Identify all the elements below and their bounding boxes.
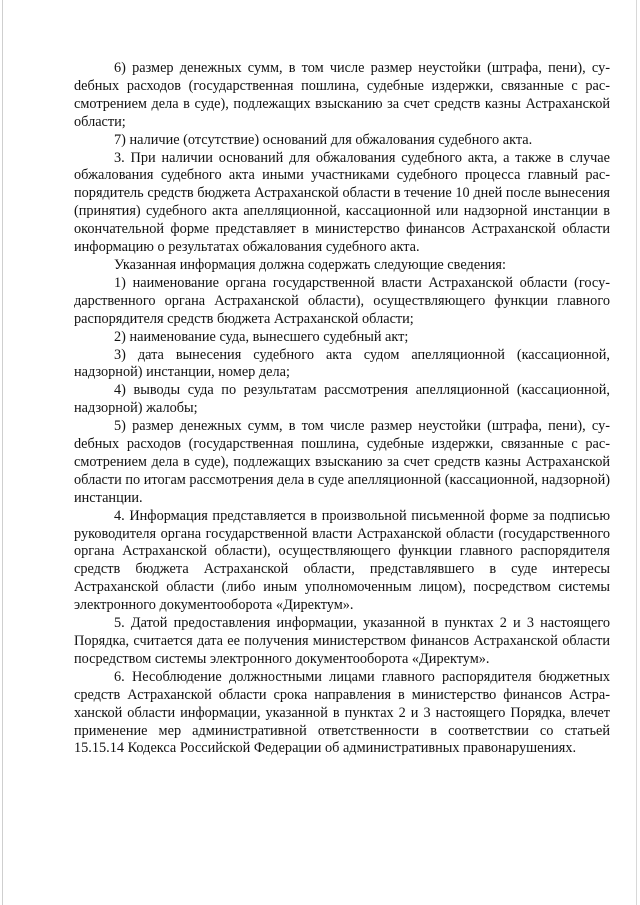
paragraph-info-1: 1) наименование органа государственной власти Астраханской области (государственного органа Астраханской области), осуществляющего функции главного распорядителя средств бюджета Астраханской области; <box>74 274 610 327</box>
paragraph-info-intro: Указанная информация должна содержать следующие сведения: <box>114 256 506 273</box>
document-body <box>74 60 610 758</box>
scan-edge-left <box>2 0 3 905</box>
paragraph-section-3: 3. При наличии оснований для обжалования судебного акта, а также в случае обжалования судебного акта иными участниками судебного процесса главный распорядитель средств бюджета Астраханской области в течение 10 дней после вынесения (принятия) судебного акта апелляционной, кассационной или надзорной инстанции в окончательной форме представляет в министерство финансов Астраханской области информацию о результатах обжалования судебного акта. <box>74 149 610 256</box>
scan-edge-right <box>636 0 637 905</box>
paragraph-info-3: 3) дата вынесения судебного акта судом апелляционной (кассационной, надзорной) инстанции, номер дела; <box>74 346 610 381</box>
paragraph-section-6: 6. Несоблюдение должностными лицами главного распорядителя бюджетных средств Астраханской области срока направления в министерство финансов Астраханской области информации, указанной в пунктах 2 и 3 настоящего Порядка, влечет применение мер административной ответственности в соответствии со статьей 15.15.14 Кодекса Российской Федерации об административных правонарушениях. <box>74 668 610 757</box>
paragraph-item-7: 7) наличие (отсутствие) оснований для обжалования судебного акта. <box>114 131 533 148</box>
paragraph-info-2: 2) наименование суда, вынесшего судебный акт; <box>114 328 409 345</box>
paragraph-section-4: 4. Информация представляется в произвольной письменной форме за подписью руководителя органа государственной власти Астраханской области (государственного органа Астраханской области), осуществляющего функции главного распорядителя средств бюджета Астраханской области, представлявшего в суде интересы Астраханской области (либо иным уполномоченным лицом), посредством системы электронного документооборота «Директум». <box>74 507 610 614</box>
paragraph-info-5: 5) размер денежных сумм, в том числе размер неустойки (штрафа, пени), суdебных расходов (государственная пошлина, судебные издержки, связанные с рассмотрением дела в суде), подлежащих взысканию за счет средств казны Астраханской области по итогам рассмотрения дела в суде апелляционной (кассационной, надзорной) инстанции. <box>74 418 610 506</box>
paragraph-section-5: 5. Датой предоставления информации, указанной в пунктах 2 и 3 настоящего Порядка, считается дата ее получения министерством финансов Астраханской области посредством системы электронного документооборота «Директум». <box>74 615 610 667</box>
paragraph-info-4: 4) выводы суда по результатам рассмотрения апелляционной (кассационной, надзорной) жалобы; <box>74 382 610 417</box>
paragraph-item-6: 6) размер денежных сумм, в том числе размер неустойки (штрафа, пени), суdебных расходов (государственная пошлина, судебные издержки, связанные с рассмотрением дела в суде), подлежащих взысканию за счет средств казны Астраханской области; <box>74 60 610 130</box>
